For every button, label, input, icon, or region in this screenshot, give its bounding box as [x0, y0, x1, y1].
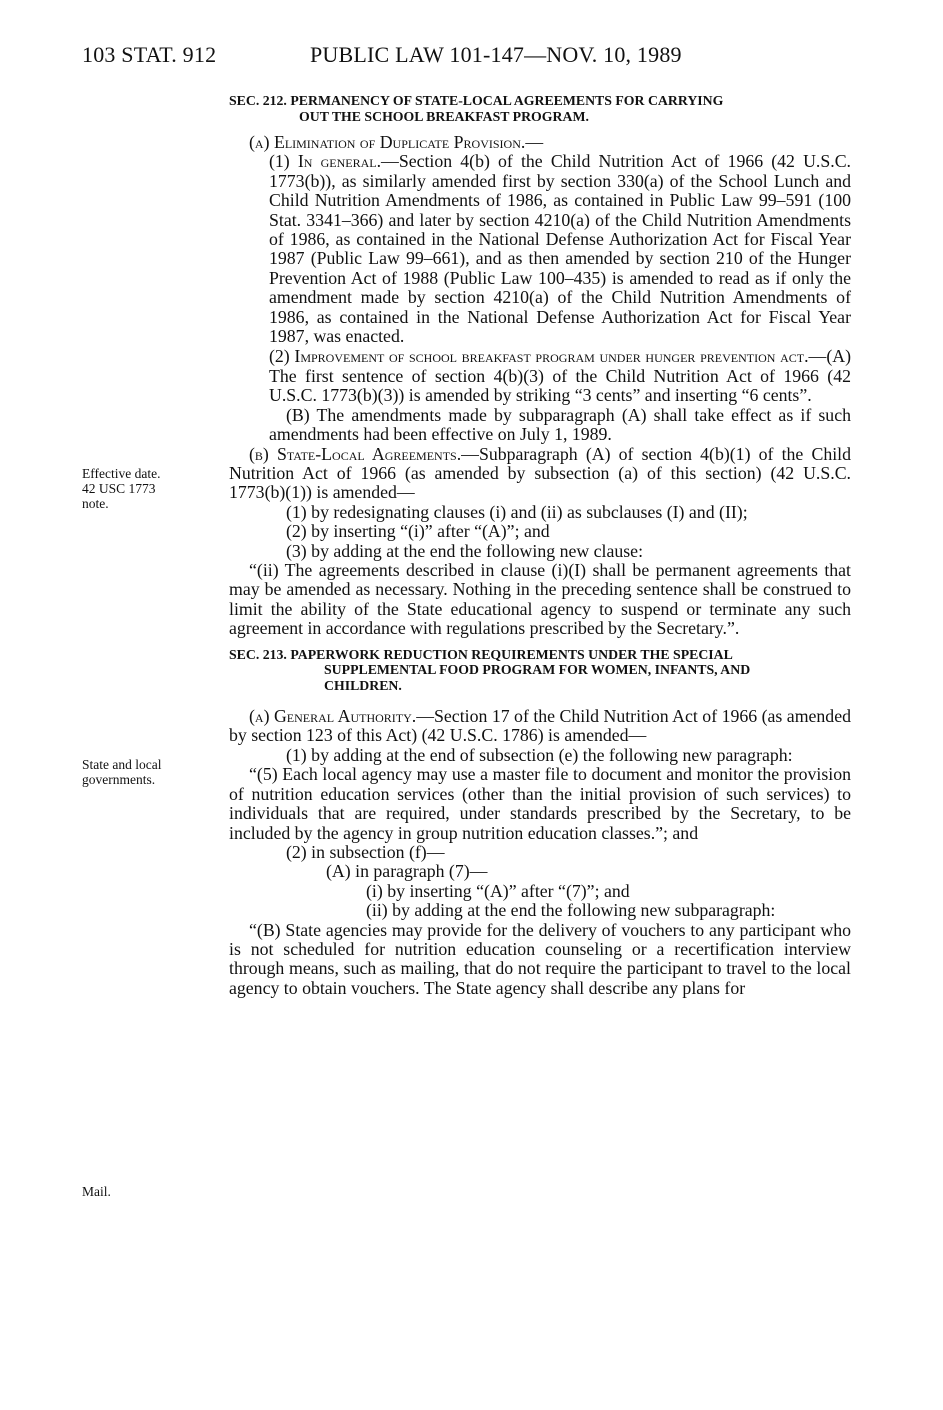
margin-note-state-local: State and local governments. [82, 757, 162, 787]
body-text [229, 90, 851, 998]
margin-note-mail: Mail. [82, 1184, 111, 1199]
subparagraph-213-a2-A: (A) in paragraph (7)— [326, 861, 488, 882]
running-header: PUBLIC LAW 101-147—NOV. 10, 1989 [310, 42, 682, 67]
paragraph-a2-b: (B) The amendments made by subparagraph (A) shall take effect as if such amendments had been effective on July 1, 1989. [269, 404, 851, 445]
subsection-b: (b) State-Local Agreements.—Subparagraph (A) of section 4(b)(1) of the Child Nutrition Act of 1966 (as amended by subsection (a) of this section) (42 U.S.C. 1773(b)(1)) is amended— [229, 443, 851, 503]
quoted-clause-ii: “(ii) The agreements described in clause (i)(I) shall be permanent agreements that may be amended as necessary. Nothing in the preceding sentence shall be construed to limit the ability of the State educational agency to suspend or terminate any such agreement in accordance with regulations prescribed by the Secretary.”. [229, 559, 851, 639]
subsection-a-heading: (a) Elimination of Duplicate Provision.— [249, 132, 544, 152]
paragraph-213-a2: (2) in subsection (f)— [286, 841, 445, 862]
quoted-paragraph-5: “(5) Each local agency may use a master file to document and monitor the provision of nutrition education services (other than the initial provision of such services) to individuals that are required, under standards prescribed by the Secretary, to be included by the agency in group nutrition education classes.”; and [229, 764, 851, 843]
paragraph-a2: (2) Improvement of school breakfast program under hunger prevention act.—(A) The first sentence of section 4(b)(3) of the Child Nutrition Act of 1966 (42 U.S.C. 1773(b)(3)) is amended by striking “3 cents” and inserting “6 cents”. [269, 346, 851, 406]
paragraph-a1: (1) In general.—Section 4(b) of the Child Nutrition Act of 1966 (42 U.S.C. 1773(b)), as similarly amended first by section 330(a) of the School Lunch and Child Nutrition Amendments of 1986, as contained in Public Law 99–591 (100 Stat. 3341–366) and later by section 4210(a) of the Child Nutrition Amendments of 1986, as contained in the National Defense Authorization Act for Fiscal Year 1987 (Public Law 99–661), and as then amended by section 210 of the Hunger Prevention Act of 1988 (Public Law 100–435) is amended to read as if only the amendment made by section 4210(a) of the Child Nutrition Amendments of 1986, as contained in the National Defense Authorization Act for Fiscal Year 1987, was enacted. [269, 151, 852, 347]
paragraph-213-a1: (1) by adding at the end of subsection (e) the following new paragraph: [286, 744, 793, 765]
clause-b1: (1) by redesignating clauses (i) and (ii) as subclauses (I) and (II); [286, 501, 748, 522]
stat-page-number: 103 STAT. 912 [82, 42, 217, 67]
subsection-213-a: (a) General Authority.—Section 17 of the Child Nutrition Act of 1966 (as amended by section 123 of this Act) (42 U.S.C. 1786) is amended— [229, 706, 851, 746]
margin-note-effective-date: Effective date. 42 USC 1773 note. [82, 466, 161, 511]
section-212-heading: SEC. 212. PERMANENCY OF STATE-LOCAL AGREEMENTS FOR CARRYING OUT THE SCHOOL BREAKFAST PROGRAM. [229, 93, 724, 124]
section-213-heading: SEC. 213. PAPERWORK REDUCTION REQUIREMENTS UNDER THE SPECIAL SUPPLEMENTAL FOOD PROGRAM FOR WOMEN, INFANTS, AND CHILDREN. [229, 646, 751, 693]
clause-213-a2-A-ii: (ii) by adding at the end the following new subparagraph: [366, 900, 776, 921]
clause-213-a2-A-i: (i) by inserting “(A)” after “(7)”; and [366, 880, 630, 901]
quoted-subparagraph-B: “(B) State agencies may provide for the delivery of vouchers to any participant who is not scheduled for nutrition education counseling or a recertification interview through means, such as mailing, that do not require the participant to travel to the local agency to obtain vouchers. The State agency shall describe any plans for [229, 919, 851, 998]
clause-b3: (3) by adding at the end the following new clause: [286, 540, 644, 561]
clause-b2: (2) by inserting “(i)” after “(A)”; and [286, 521, 550, 542]
